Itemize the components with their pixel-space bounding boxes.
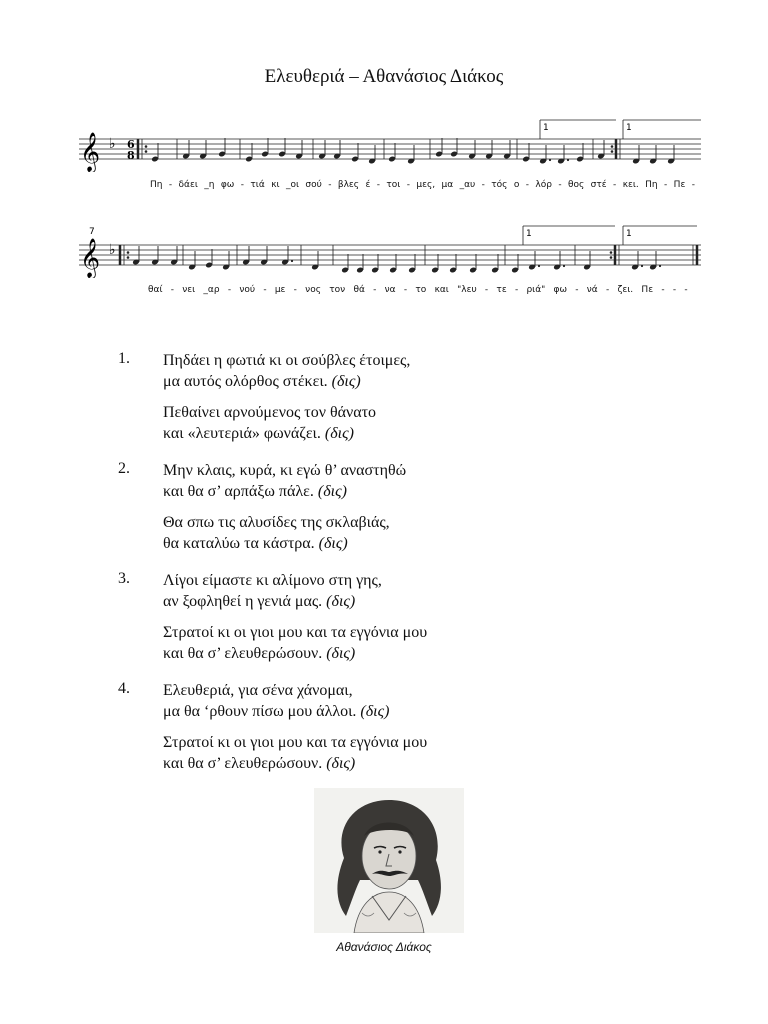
- lyric-syllable: -: [691, 180, 695, 190]
- music-lyrics-line-2: [148, 285, 688, 295]
- lyric-syllable: -: [293, 285, 297, 295]
- portrait-caption: Αθανάσιος Διάκος: [336, 940, 432, 954]
- lyric-syllable: -: [168, 180, 173, 190]
- stanza: [163, 570, 578, 612]
- lyric-syllable: -: [406, 180, 410, 190]
- verse: [118, 570, 578, 664]
- lyric-syllable: μες,: [416, 180, 436, 190]
- lyric-syllable: φω: [220, 180, 235, 190]
- lyric-syllable: -: [227, 285, 232, 295]
- verse-line: [163, 680, 578, 701]
- lyric-syllable: -: [484, 285, 489, 295]
- stanza: [163, 402, 578, 444]
- repeat-marker: (δις): [331, 373, 361, 390]
- lyric-syllable: νά: [586, 285, 598, 295]
- verse-line: [163, 350, 578, 371]
- verse-line-text: μα αυτός ολόρθος στέκει.: [163, 373, 332, 390]
- treble-clef-icon: 𝄞: [80, 238, 101, 278]
- verse-line: [163, 371, 578, 392]
- lyric-syllable: -: [613, 180, 617, 190]
- verse-number: 4.: [118, 680, 130, 697]
- note-dot: [549, 159, 551, 161]
- lyric-syllable: -: [170, 285, 174, 295]
- music-staff-line-2: [75, 224, 705, 278]
- lyric-syllable: -: [606, 285, 610, 295]
- verse-line-text: και θα σ’ ελευθερώσουν.: [163, 645, 327, 662]
- lyric-syllable: _αρ: [203, 285, 220, 295]
- repeat-marker: (δις): [324, 425, 354, 442]
- treble-clef-icon: 𝄞: [80, 132, 101, 172]
- verse-line-text: μα θα ‘ρθουν πίσω μου άλλοι.: [163, 703, 361, 720]
- verse-line-text: και «λευτεριά» φωνάζει.: [163, 425, 325, 442]
- repeat-marker: (δις): [326, 593, 356, 610]
- lyric-syllable: τε: [496, 285, 507, 295]
- stanza: [163, 460, 578, 502]
- music-staff-line-1: [75, 118, 705, 172]
- lyric-syllable: Πη: [150, 180, 163, 190]
- lyric-syllable: με: [274, 285, 286, 295]
- repeat-marker: (δις): [360, 703, 390, 720]
- ending-2-label: 1: [626, 123, 632, 133]
- lyric-syllable: -: [672, 285, 677, 295]
- repeat-marker: (δις): [317, 483, 347, 500]
- note-dot: [538, 265, 540, 267]
- lyric-syllable: στέ: [590, 180, 607, 190]
- verse-line: [163, 643, 578, 664]
- lyric-syllable: τός: [491, 180, 508, 190]
- portrait-image: [314, 788, 464, 933]
- verse: [118, 460, 578, 554]
- lyric-syllable: νού: [239, 285, 256, 295]
- lyric-syllable: φω: [553, 285, 568, 295]
- verse-line: [163, 533, 578, 554]
- note-dot: [291, 260, 293, 262]
- lyric-syllable: -: [328, 180, 332, 190]
- lyric-syllable: -: [263, 285, 267, 295]
- verse-line: [163, 732, 578, 753]
- verse-line: [163, 512, 578, 533]
- lyric-syllable: ζει.: [617, 285, 634, 295]
- lyric-syllable: -: [525, 180, 529, 190]
- ending-1-label: 1: [543, 123, 549, 133]
- document-title: Ελευθεριά – Αθανάσιος Διάκος: [264, 66, 504, 87]
- lyric-syllable: τοι: [386, 180, 401, 190]
- verse-line-text: θα καταλύω τα κάστρα.: [163, 535, 319, 552]
- music-lyrics-line-1: [150, 180, 695, 190]
- lyric-syllable: σού: [305, 180, 322, 190]
- lyric-syllable: θαί: [148, 285, 163, 295]
- ending-2-label: 1: [626, 229, 632, 239]
- verse-line-text: και θα σ’ αρπάξω πάλε.: [163, 483, 318, 500]
- lyric-syllable: -: [575, 285, 579, 295]
- note-dot: [563, 265, 565, 267]
- lyric-syllable: λόρ: [535, 180, 552, 190]
- lyric-syllable: μα: [441, 180, 454, 190]
- lyric-syllable: τιά: [250, 180, 265, 190]
- lyric-syllable: -: [664, 180, 668, 190]
- lyric-syllable: -: [403, 285, 408, 295]
- lyric-syllable: θά: [353, 285, 365, 295]
- verse-line-text: Θα σπω τις αλυσίδες της σκλαβιάς,: [163, 514, 390, 531]
- stanza: [163, 622, 578, 664]
- verse-line-text: Πεθαίνει αρνούμενος τον θάνατο: [163, 404, 377, 421]
- verse-number: 2.: [118, 460, 130, 477]
- lyric-syllable: βλες: [337, 180, 360, 190]
- lyric-syllable: κει.: [622, 180, 639, 190]
- verse-line-text: Μην κλαις, κυρά, κι εγώ θ’ αναστηθώ: [163, 462, 407, 479]
- flat-icon: ♭: [109, 136, 116, 152]
- verse-line-text: αν ξοφληθεί η γενιά μας.: [163, 593, 327, 610]
- ending-1-label: 1: [526, 229, 532, 239]
- verse-line: [163, 622, 578, 643]
- lyric-syllable: -: [661, 285, 665, 295]
- verse: [118, 680, 578, 774]
- repeat-marker: (δις): [318, 535, 348, 552]
- lyric-syllable: θος: [567, 180, 585, 190]
- time-signature: 6: [127, 138, 135, 151]
- verse-line: [163, 481, 578, 502]
- verse-line: [163, 570, 578, 591]
- lyric-syllable: -: [684, 285, 688, 295]
- note-dot: [567, 159, 569, 161]
- lyric-syllable: έ: [365, 180, 371, 190]
- lyric-syllable: -: [558, 180, 562, 190]
- repeat-marker: (δις): [326, 755, 356, 772]
- svg-text:8: 8: [127, 149, 135, 162]
- verse-line: [163, 753, 578, 774]
- stanza: [163, 512, 578, 554]
- lyric-syllable: "λευ: [457, 285, 477, 295]
- stanza: [163, 732, 578, 774]
- flat-icon: ♭: [109, 242, 116, 258]
- lyric-syllable: Πη: [645, 180, 658, 190]
- lyric-syllable: _οι: [285, 180, 299, 190]
- lyric-syllable: νει: [182, 285, 196, 295]
- lyric-syllable: Πε: [673, 180, 686, 190]
- lyric-syllable: το: [415, 285, 427, 295]
- lyric-syllable: -: [481, 180, 485, 190]
- verse-number: 1.: [118, 350, 130, 367]
- lyric-syllable: Πε: [641, 285, 654, 295]
- lyric-syllable: -: [373, 285, 377, 295]
- verse-line: [163, 423, 578, 444]
- verse-line-text: Λίγοι είμαστε κι αλίμονο στη γης,: [163, 572, 382, 589]
- measure-number: 7: [89, 227, 95, 237]
- verses-list: [118, 350, 578, 790]
- lyric-syllable: νος: [305, 285, 321, 295]
- lyric-syllable: ο: [513, 180, 520, 190]
- verse: [118, 350, 578, 444]
- lyric-syllable: δάει: [178, 180, 198, 190]
- lyric-syllable: -: [376, 180, 380, 190]
- note-dot: [641, 265, 643, 267]
- verse-line-text: Στρατοί κι οι γιοι μου και τα εγγόνια μου: [163, 734, 428, 751]
- verse-line: [163, 402, 578, 423]
- lyric-syllable: ριά": [526, 285, 546, 295]
- verse-line-text: Πηδάει η φωτιά κι οι σούβλες έτοιμες,: [163, 352, 411, 369]
- note-dot: [659, 265, 661, 267]
- lyric-syllable: -: [514, 285, 519, 295]
- lyric-syllable: -: [240, 180, 244, 190]
- verse-line: [163, 460, 578, 481]
- verse-line: [163, 591, 578, 612]
- lyric-syllable: κι: [271, 180, 280, 190]
- repeat-marker: (δις): [326, 645, 356, 662]
- stanza: [163, 350, 578, 392]
- verse-line-text: και θα σ’ ελευθερώσουν.: [163, 755, 327, 772]
- stanza: [163, 680, 578, 722]
- verse-line-text: Στρατοί κι οι γιοι μου και τα εγγόνια μου: [163, 624, 428, 641]
- lyric-syllable: να: [384, 285, 396, 295]
- lyric-syllable: και: [434, 285, 449, 295]
- lyric-syllable: τον: [329, 285, 346, 295]
- lyric-syllable: _η: [204, 180, 215, 190]
- verse-line: [163, 701, 578, 722]
- verse-number: 3.: [118, 570, 130, 587]
- verse-line-text: Ελευθεριά, για σένα χάνομαι,: [163, 682, 353, 699]
- lyric-syllable: _αυ: [459, 180, 476, 190]
